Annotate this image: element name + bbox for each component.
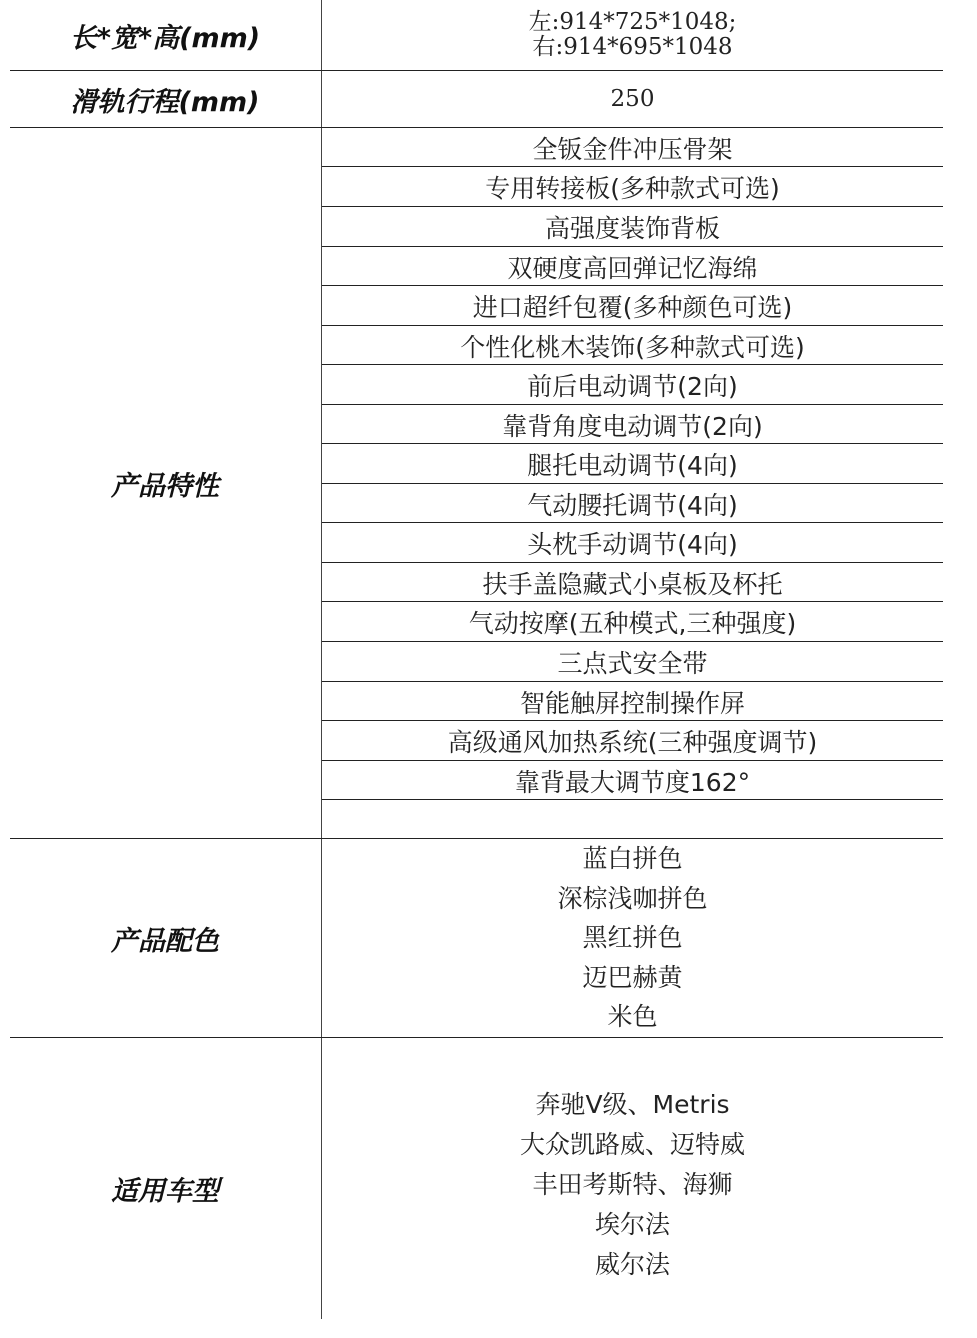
models-list [322, 1085, 943, 1285]
feature-item: 靠背角度电动调节(2向) [502, 411, 763, 441]
models-label: 适用车型 [111, 1175, 219, 1207]
color-item: 深棕浅咖拼色 [557, 883, 708, 913]
feature-item: 专用转接板(多种款式可选) [485, 173, 780, 203]
model-item: 威尔法 [594, 1250, 670, 1279]
feature-item: 进口超纤包覆(多种颜色可选) [472, 292, 793, 322]
feature-item: 个性化桃木装饰(多种款式可选) [460, 332, 805, 362]
model-item: 大众凯路威、迈特威 [519, 1130, 745, 1159]
feature-item: 头枕手动调节(4向) [527, 529, 738, 559]
feature-item: 靠背最大调节度162° [514, 767, 751, 797]
feature-divider [322, 799, 943, 800]
feature-item: 全钣金件冲压骨架 [532, 134, 733, 164]
feature-item: 双硬度高回弹记忆海绵 [507, 253, 758, 283]
dimensions-value [322, 4, 943, 66]
color-item: 蓝白拼色 [582, 844, 683, 874]
feature-item: 扶手盖隐藏式小桌板及杯托 [482, 569, 783, 599]
feature-item: 智能触屏控制操作屏 [519, 688, 745, 718]
slide-value-cell [322, 71, 943, 127]
dimensions-right: 右:914*695*1048 [532, 34, 733, 60]
color-item: 黑红拼色 [582, 923, 683, 953]
feature-item: 气动腰托调节(4向) [527, 490, 738, 520]
model-item: 奔驰V级、Metris [535, 1090, 730, 1119]
model-item: 丰田考斯特、海狮 [532, 1170, 733, 1199]
color-item: 迈巴赫黄 [582, 962, 683, 992]
model-item: 埃尔法 [594, 1210, 670, 1239]
slide-label: 滑轨行程(mm) [70, 86, 260, 118]
feature-item: 高级通风加热系统(三种强度调节) [447, 727, 818, 757]
feature-item: 气动按摩(五种模式,三种强度) [468, 608, 797, 638]
feature-item: 三点式安全带 [557, 648, 708, 678]
dimensions-label: 长*宽*高(mm) [69, 22, 261, 54]
feature-item: 前后电动调节(2向) [527, 371, 738, 401]
feature-item: 腿托电动调节(4向) [527, 450, 738, 480]
dimensions-left: 左:914*725*1048; [528, 9, 737, 35]
features-label: 产品特性 [111, 470, 219, 502]
feature-item: 高强度装饰背板 [544, 213, 720, 243]
slide-value: 250 [610, 85, 655, 112]
colors-list [322, 840, 943, 1036]
color-item: 米色 [607, 1002, 658, 1032]
colors-label: 产品配色 [111, 925, 219, 957]
